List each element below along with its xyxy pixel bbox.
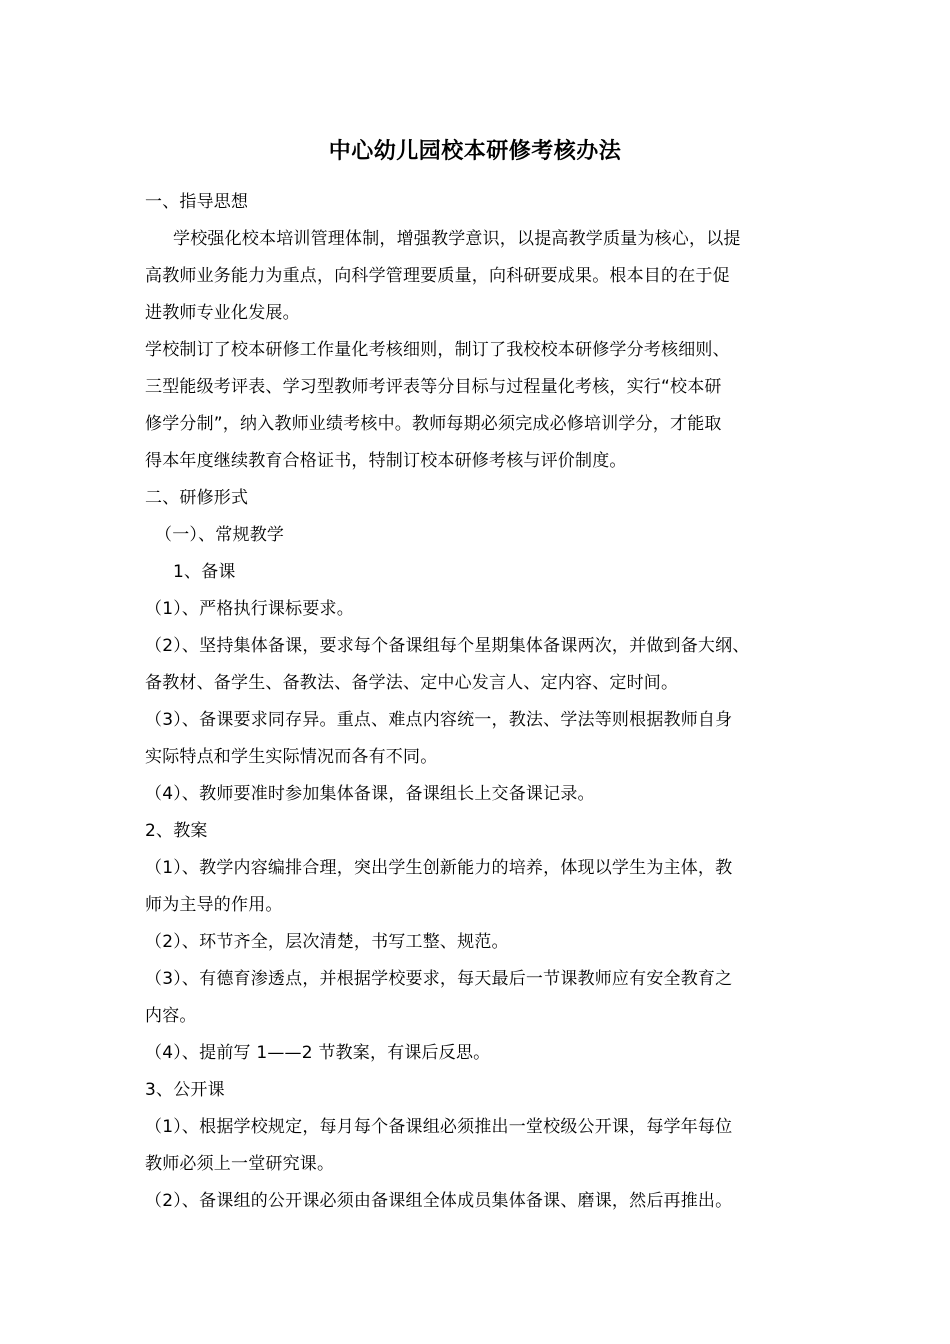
list-item: 师为主导的作用。 [145, 895, 283, 915]
subsection-heading: （一）、常规教学 [155, 525, 285, 545]
list-item: （4）、教师要准时参加集体备课，备课组长上交备课记录。 [145, 784, 595, 804]
list-item: （3）、备课要求同存异。重点、难点内容统一，教法、学法等则根据教师自身 [145, 710, 733, 730]
list-item: （1）、根据学校规定，每月每个备课组必须推出一堂校级公开课，每学年每位 [145, 1117, 733, 1137]
document-title: 中心幼儿园校本研修考核办法 [328, 139, 622, 164]
section-heading: 一、指导思想 [145, 192, 249, 212]
list-item: 实际特点和学生实际情况而各有不同。 [145, 747, 438, 767]
paragraph-line: 学校制订了校本研修工作量化考核细则，制订了我校校本研修学分考核细则、 [145, 340, 730, 360]
list-item: （1）、教学内容编排合理，突出学生创新能力的培养，体现以学生为主体，教 [145, 858, 733, 878]
list-item: （2）、坚持集体备课，要求每个备课组每个星期集体备课两次，并做到备大纲、 [145, 636, 750, 656]
list-item: 内容。 [145, 1006, 197, 1026]
item-heading: 1、备课 [173, 562, 236, 582]
paragraph-line: 修学分制”，纳入教师业绩考核中。教师每期必须完成必修培训学分，才能取 [145, 414, 722, 434]
list-item: （1）、严格执行课标要求。 [145, 599, 354, 619]
list-item: 教师必须上一堂研究课。 [145, 1154, 335, 1174]
list-item: 备教材、备学生、备教法、备学法、定中心发言人、定内容、定时间。 [145, 673, 679, 693]
list-item: （2）、环节齐全，层次清楚，书写工整、规范。 [145, 932, 509, 952]
list-item: （4）、提前写 1——2 节教案，有课后反思。 [145, 1043, 491, 1063]
item-heading: 2、教案 [145, 821, 208, 841]
list-item: （3）、有德育渗透点，并根据学校要求，每天最后一节课教师应有安全教育之 [145, 969, 733, 989]
paragraph-line: 高教师业务能力为重点，向科学管理要质量，向科研要成果。根本目的在于促 [145, 266, 730, 286]
paragraph-line: 三型能级考评表、学习型教师考评表等分目标与过程量化考核，实行“校本研 [145, 377, 722, 397]
list-item: （2）、备课组的公开课必须由备课组全体成员集体备课、磨课，然后再推出。 [145, 1191, 733, 1211]
document-body [145, 184, 835, 1220]
paragraph-line: 进教师专业化发展。 [145, 303, 300, 323]
paragraph-line: 得本年度继续教育合格证书，特制订校本研修考核与评价制度。 [145, 451, 627, 471]
item-heading: 3、公开课 [145, 1080, 225, 1100]
paragraph-line: 学校强化校本培训管理体制，增强教学意识，以提高教学质量为核心，以提 [173, 229, 741, 249]
section-heading: 二、研修形式 [145, 488, 249, 508]
